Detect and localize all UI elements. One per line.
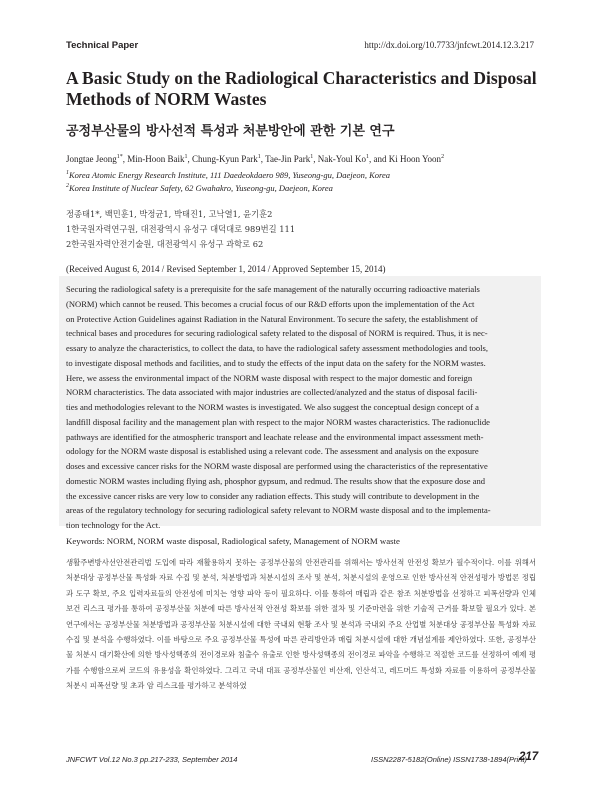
issn: ISSN2287-5182(Online) ISSN1738-1894(Print): [371, 755, 527, 764]
korean-affiliation-2: 2한국원자력안전기술원, 대전광역시 유성구 과학로 62: [66, 239, 264, 249]
author-affiliation-marker: 2: [441, 154, 445, 160]
abstract-box: [59, 276, 541, 530]
author-name: Tae-Jin Park: [265, 154, 311, 164]
abstract-text: Securing the radiological safety is a prerequisite for the safe management of the naturally occurring radioactive materials (NORM) which cannot be reused. This becomes a crucial focus of our R&D efforts upon the implementation of the Act on Protective Action Guidelines against Radiation in the Natural Environment. To secure the safety, the establishment of technical bases and procedures for securing radiological safety related to the disposal of NORM is required. Thus, it is nec- essary to analyze the characteristics, to collect the data, to have the radiological safety assessment methodologies and tools, to investigate disposal methods and facilities, and to study the effects of the input data on the safety for the NORM wastes. Here, we assess the environmental impact of the NORM waste disposal with respect to the major domestic and foreign NORM characteristics. The data associated with major industries are collected/analyzed and the status of disposal facili- ties and methodologies relevant to the NORM wastes is investigated. We also suggest the conceptual design concept of a landfill disposal facility and the management plan with respect to the major NORM wastes characteristics. The radionuclide pathways are identified for the atmospheric transport and leachate release and the environmental impact assessment meth- odology for the NORM waste disposal is established using a relevant code. The assessment and analysis on the exposure doses and excessive cancer risks for the NORM waste disposal are performed using the characteristics of the representative domestic NORM wastes including flying ash, phosphor gypsum, and redmud. The results show that the exposure dose and the excessive cancer risks are very low to consider any radiation effects. This study will contribute to development in the areas of the regulatory technology for securing radiological safety relevant to NORM waste disposal and to the implementa- tion technology for the Act.: [66, 284, 491, 530]
page-number: 217: [519, 751, 539, 763]
doi-link[interactable]: http://dx.doi.org/10.7733/jnfcwt.2014.12.3.217: [364, 40, 534, 50]
author-name: Nak-Youl Ko: [317, 154, 367, 164]
affiliation-1: [66, 170, 390, 180]
received-dates: (Received August 6, 2014 / Revised September 1, 2014 / Approved September 15, 2014): [66, 264, 386, 274]
paper-title: A Basic Study on the Radiological Characteristics and Disposal Methods of NORM Wastes: [66, 68, 537, 109]
affiliation-marker: 1: [66, 170, 69, 177]
author-affiliation-marker: 1: [257, 154, 261, 160]
author-name: Min-Hoon Baik: [127, 154, 185, 164]
affiliation-marker: 2: [66, 183, 69, 190]
keywords: Keywords: NORM, NORM waste disposal, Radiological safety, Management of NORM waste: [66, 536, 400, 546]
affiliation-2: [66, 183, 333, 193]
author-affiliation-marker: 1: [366, 154, 370, 160]
section-label: Technical Paper: [66, 40, 139, 51]
affiliation-text: Korea Atomic Energy Research Institute, 111 Daedeokdaero 989, Yuseong-gu, Daejeon, Korea: [69, 170, 391, 180]
korean-affiliation-1: 1한국원자력연구원, 대전광역시 유성구 대덕대로 989번길 111: [66, 224, 296, 234]
author-name: Chung-Kyun Park: [192, 154, 258, 164]
korean-author-list: 정종태1*, 백민훈1, 박정균1, 박태진1, 고낙열1, 윤기훈2: [66, 209, 273, 219]
affiliation-text: Korea Institute of Nuclear Safety, 62 Gwahakro, Yuseong-gu, Daejeon, Korea: [69, 183, 333, 193]
korean-abstract: 생활주변방사선안전관리법 도입에 따라 재활용하지 못하는 공정부산물의 안전관리를 위해서는 방사선적 안전성 확보가 필수적이다. 이를 위해서 처분대상 공정부산물 특성화 자료 수집 및 분석, 처분방법과 처분시설의 조사 및 분석, 처분시설의 운영으로 인한 방사선적 안전성평가 방법론 정립과 도구 확보, 주요 입력자료들의 안전성에 미치는 영향 파악 등이 필요하다. 이를 통하여 매립과 같은 참조 처분방법을 선정하고 피폭선량과 인체보건 리스크 평가를 통하여 공정부산물 처분에 따른 방사선적 안전성 확보를 위한 절차 및 기준마련을 위한 기술적 근거를 확보할 필요가 있다. 본 연구에서는 공정부산물 처분방법과 공정부산물 처분시설에 대한 국내외 현황 조사 및 분석과 국내외 주요 산업별 처분대상 공정부산물 특성화 자료 수집 및 분석을 수행하였다. 이를 바탕으로 주요 공정부산물 특성에 따른 관리방안과 매립 처분시설에 대한 개념설계를 제안하였다. 또한, 공정부산물 처분시 대기확산에 의한 방사성핵종의 전이경로와 침출수 유출로 인한 방사성핵종의 전이경로 파악을 수행하고 적절한 코드를 선정하여 예제 평가를 수행함으로써 코드의 유용성을 확인하였다. 그리고 국내 대표 공정부산물인 비산재, 인산석고, 레드머드 특성화 자료를 이용하여 공정부산물 처분시 피폭선량 및 초과 암 리스크를 평가하고 분석하였: [66, 558, 536, 691]
author-affiliation-marker: 1*: [116, 154, 123, 160]
journal-citation: JNFCWT Vol.12 No.3 pp.217-233, September 2014: [66, 755, 238, 764]
korean-title: 공정부산물의 방사선적 특성과 처분방안에 관한 기본 연구: [66, 124, 395, 139]
author-name: and Ki Hoon Yoon: [373, 154, 442, 164]
author-list: Jongtae Jeong$^{1*}$, Min-Hoon Baik$^1$, Chung-Kyun Park$^1$, Tae-Jin Park$^1$, Nak-Youl Ko$^1$, and Ki Hoon Yoon$^2$: [66, 154, 445, 164]
author-name: Jongtae Jeong: [66, 154, 117, 164]
author-affiliation-marker: 1: [184, 154, 188, 160]
author-affiliation-marker: 1: [310, 154, 314, 160]
